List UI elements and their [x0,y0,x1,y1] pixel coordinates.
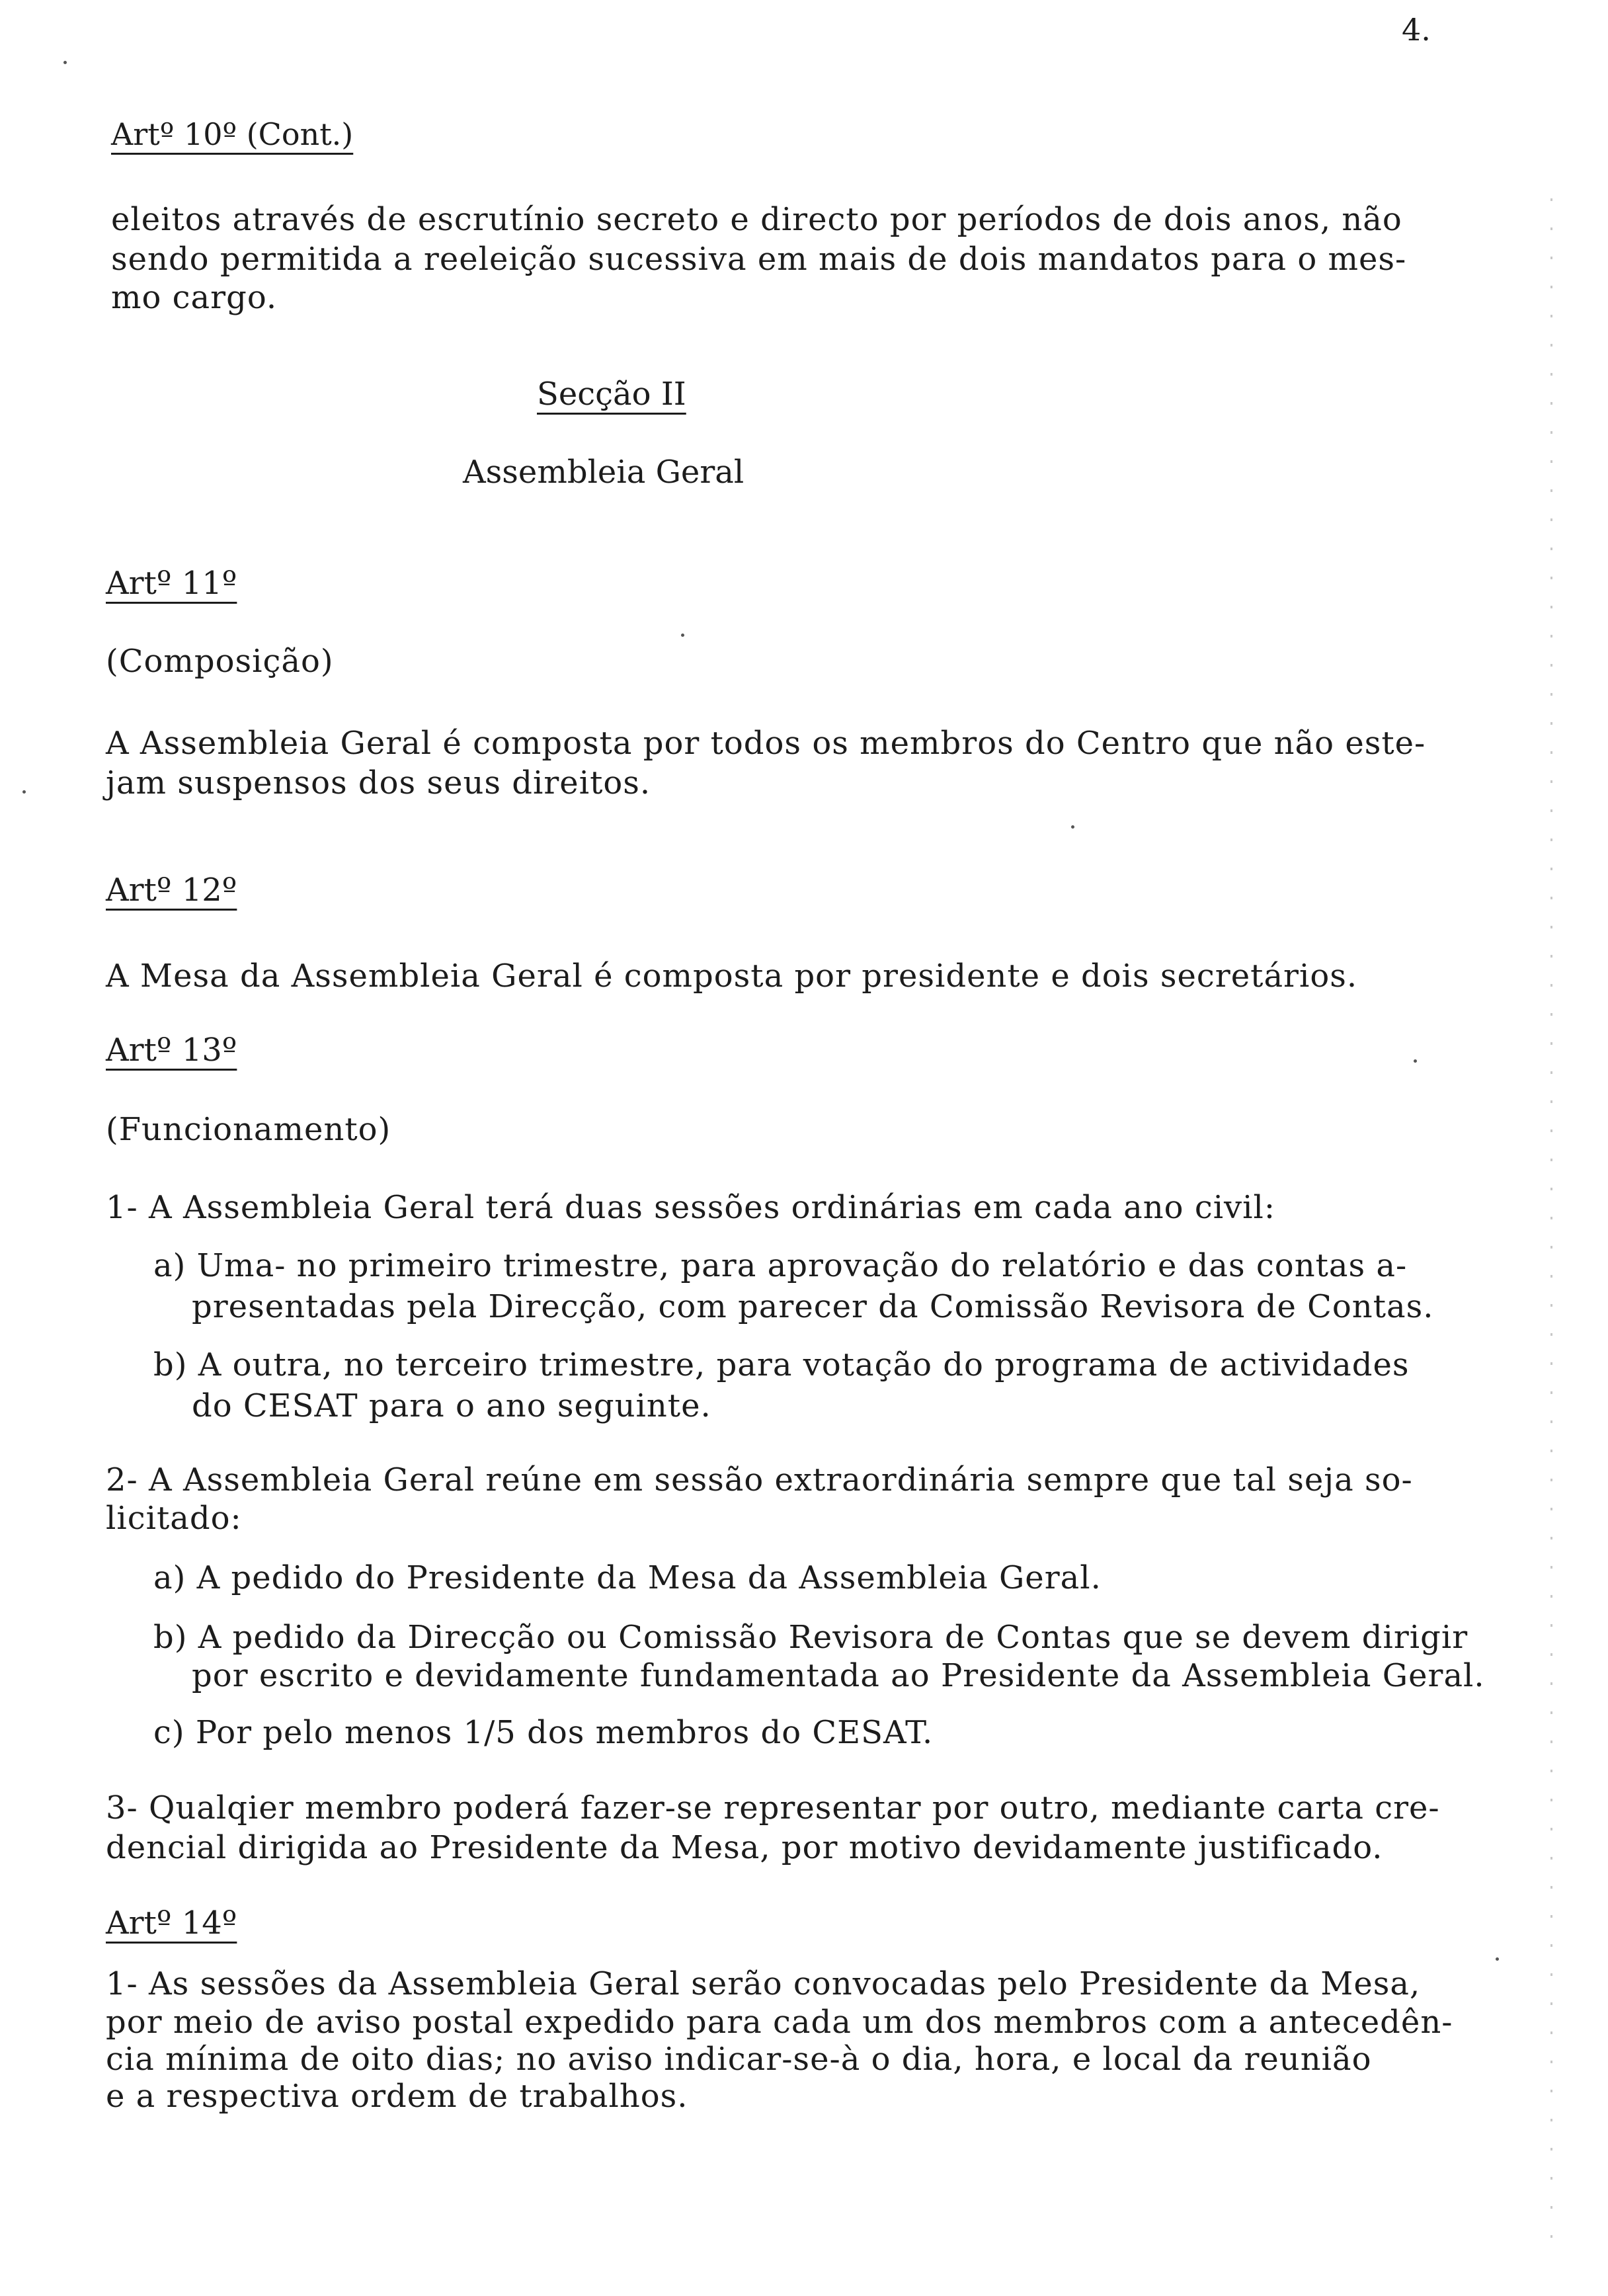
section-subtitle: Assembleia Geral [463,454,744,491]
article-13-item-2c: c) Por pelo menos 1/5 dos membros do CESAT. [153,1714,934,1751]
scan-speck [681,634,684,637]
article-13-item-2a: a) A pedido do Presidente da Mesa da Assembleia Geral. [153,1559,1102,1596]
article-13-item-2b-line-2: por escrito e devidamente fundamentada ao Presidente da Assembleia Geral. [192,1657,1485,1694]
scan-speck [1414,1059,1417,1063]
article-14-item-1-line-1: 1- As sessões da Assembleia Geral serão convocadas pelo Presidente da Mesa, [106,1965,1421,2002]
article-14-item-1-line-3: cia mínima de oito dias; no aviso indicar-se-à o dia, hora, e local da reunião [106,2041,1372,2078]
scan-speck [22,790,26,794]
article-14-item-1-line-2: por meio de aviso postal expedido para cada um dos membros com a antecedên- [106,2004,1453,2041]
article-12-heading: Artº 12º [106,872,237,909]
scan-edge-shadow [1550,198,1552,2248]
article-13-item-2b-line-1: b) A pedido da Direcção ou Comissão Revisora de Contas que se devem dirigir [153,1619,1468,1656]
page-number: 4. [1402,12,1431,48]
article-13-item-1: 1- A Assembleia Geral terá duas sessões ordinárias em cada ano civil: [106,1189,1276,1226]
article-11-subtitle: (Composição) [106,643,334,680]
article-10-continued-heading: Artº 10º (Cont.) [111,116,354,152]
article-10-line-1: eleitos através de escrutínio secreto e directo por períodos de dois anos, não [111,201,1402,238]
article-13-item-3-line-2: dencial dirigida ao Presidente da Mesa, por motivo devidamente justificado. [106,1829,1383,1866]
article-13-item-1a-line-1: a) Uma- no primeiro trimestre, para aprovação do relatório e das contas a- [153,1247,1408,1284]
article-13-subtitle: (Funcionamento) [106,1111,391,1148]
article-10-line-3: mo cargo. [111,279,278,316]
article-13-item-1b-line-2: do CESAT para o ano seguinte. [192,1387,711,1424]
scan-speck [1071,825,1074,829]
article-11-line-1: A Assembleia Geral é composta por todos os membros do Centro que não este- [106,725,1426,762]
article-13-item-2-line-2: licitado: [106,1500,242,1537]
article-11-line-2: jam suspensos dos seus direitos. [106,764,651,801]
article-13-item-1a-line-2: presentadas pela Direcção, com parecer da Comissão Revisora de Contas. [192,1288,1434,1325]
article-13-heading: Artº 13º [106,1032,237,1069]
article-13-item-3-line-1: 3- Qualqier membro poderá fazer-se representar por outro, mediante carta cre- [106,1789,1440,1826]
article-14-heading: Artº 14º [106,1905,237,1942]
article-13-item-2-line-1: 2- A Assembleia Geral reúne em sessão extraordinária sempre que tal seja so- [106,1461,1413,1498]
article-14-item-1-line-4: e a respectiva ordem de trabalhos. [106,2078,688,2115]
article-10-line-2: sendo permitida a reeleição sucessiva em mais de dois mandatos para o mes- [111,241,1407,278]
section-title: Secção II [537,376,686,413]
article-11-heading: Artº 11º [106,565,237,602]
article-12-line-1: A Mesa da Assembleia Geral é composta por presidente e dois secretários. [106,958,1358,995]
scan-speck [1496,1957,1499,1961]
scan-speck [63,61,67,64]
article-13-item-1b-line-1: b) A outra, no terceiro trimestre, para votação do programa de actividades [153,1346,1410,1383]
